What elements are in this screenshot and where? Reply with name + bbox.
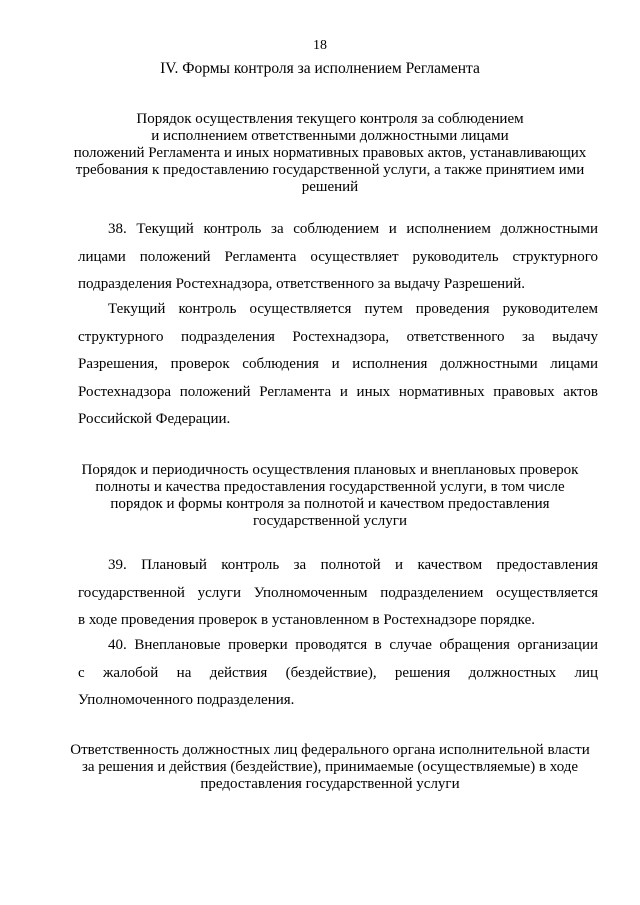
section-title: IV. Формы контроля за исполнением Регламента xyxy=(160,60,480,77)
heading-line: государственной услуги xyxy=(253,513,407,529)
heading-line: решений xyxy=(301,179,359,195)
paragraph-line: с жалобой на действия (бездействие), решения должностных лиц xyxy=(78,664,598,681)
paragraph-line: 38. Текущий контроль за соблюдением и исполнением должностными xyxy=(108,221,598,237)
paragraph-line: 39. Плановый контроль за полнотой и качеством предоставления xyxy=(108,557,598,573)
paragraph-line: Разрешения, проверок соблюдения и исполнения должностными лицами xyxy=(78,356,598,372)
paragraph-39 xyxy=(78,552,598,635)
subsection-heading-inspections xyxy=(70,462,590,530)
subsection-heading-current-control xyxy=(70,111,590,196)
heading-line: полноты и качества предоставления государственной услуги, в том числе xyxy=(95,479,565,495)
subsection-heading-responsibility xyxy=(70,742,590,793)
heading-line: предоставления государственной услуги xyxy=(200,776,460,792)
paragraph-40 xyxy=(78,632,598,715)
paragraph-line: подразделения Ростехнадзора, ответственного за выдачу Разрешений. xyxy=(78,276,525,292)
paragraph-line: Уполномоченного подразделения. xyxy=(78,692,295,708)
paragraph-line: 40. Внеплановые проверки проводятся в случае обращения организации xyxy=(108,637,598,653)
paragraph-38-continued xyxy=(78,296,598,434)
heading-line: порядок и формы контроля за полнотой и качеством предоставления xyxy=(110,496,550,512)
paragraph-line: Российской Федерации. xyxy=(78,411,231,427)
heading-line: положений Регламента и иных нормативных правовых актов, устанавливающих xyxy=(73,145,587,161)
heading-line: Ответственность должностных лиц федерального органа исполнительной власти xyxy=(70,742,590,758)
page-number: 18 xyxy=(313,38,327,53)
paragraph-38 xyxy=(78,216,598,299)
paragraph-line: структурного подразделения Ростехнадзора, ответственного за выдачу xyxy=(78,328,598,345)
heading-line: Порядок и периодичность осуществления плановых и внеплановых проверок xyxy=(81,462,579,478)
heading-line: Порядок осуществления текущего контроля за соблюдением xyxy=(136,111,524,127)
heading-line: требования к предоставлению государственной услуги, а также принятием ими xyxy=(75,162,585,178)
paragraph-line: Ростехнадзора положений Регламента и иных нормативных правовых актов xyxy=(78,383,598,400)
paragraph-line: Текущий контроль осуществляется путем проведения руководителем xyxy=(108,301,598,317)
paragraph-line: лицами положений Регламента осуществляет руководитель структурного xyxy=(78,248,598,265)
paragraph-line: государственной услуги Уполномоченным подразделением осуществляется xyxy=(78,584,598,601)
heading-line: и исполнением ответственными должностными лицами xyxy=(151,128,509,144)
paragraph-line: в ходе проведения проверок в установленном в Ростехнадзоре порядке. xyxy=(78,612,535,628)
heading-line: за решения и действия (бездействие), принимаемые (осуществляемые) в ходе xyxy=(81,759,579,775)
